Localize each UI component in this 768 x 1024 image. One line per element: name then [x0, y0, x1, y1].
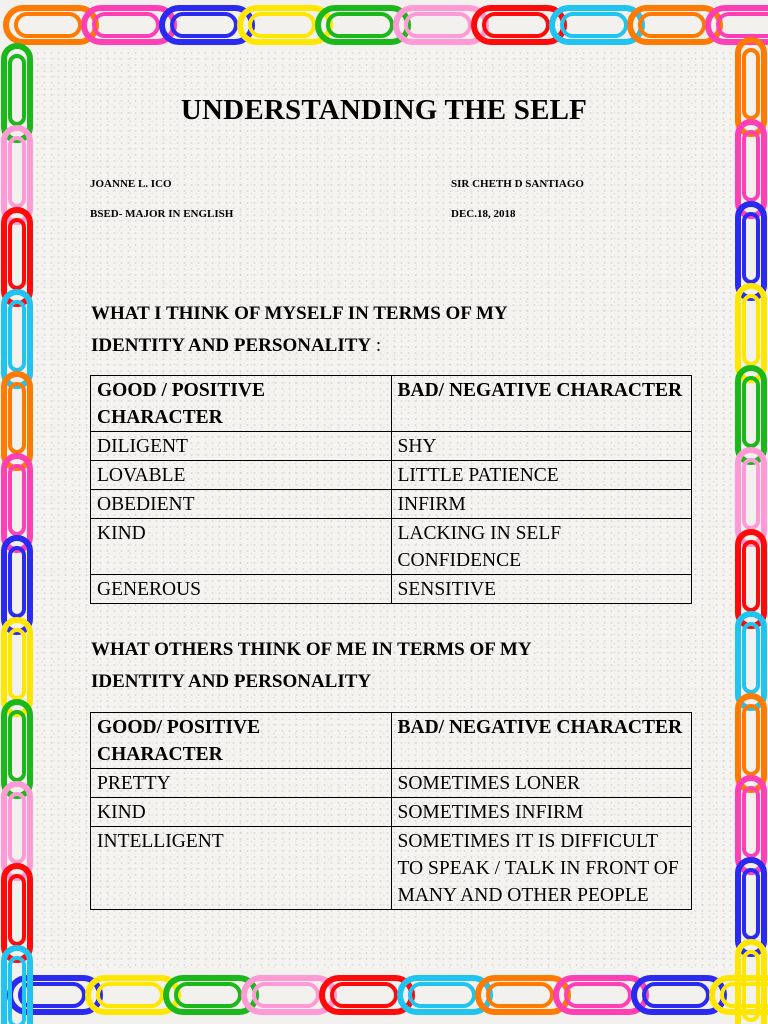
- section1-heading-tail: :: [371, 335, 382, 356]
- table-row: [91, 519, 692, 575]
- table-row: [91, 490, 692, 519]
- section1-heading: [91, 298, 711, 362]
- section2-heading-line2: IDENTITY AND PERSONALITY: [91, 671, 372, 692]
- column-header-good: GOOD/ POSITIVE CHARACTER: [91, 713, 392, 769]
- bad-trait-cell: SHY: [391, 432, 692, 461]
- student-course: BSED- MAJOR IN ENGLISH: [90, 208, 234, 220]
- good-trait-cell: KIND: [91, 798, 392, 827]
- document-title: UNDERSTANDING THE SELF: [180, 94, 588, 126]
- column-header-good: GOOD / POSITIVE CHARACTER: [91, 376, 392, 432]
- good-trait-cell: INTELLIGENT: [91, 827, 392, 910]
- good-trait-cell: OBEDIENT: [91, 490, 392, 519]
- bad-trait-cell: LITTLE PATIENCE: [391, 461, 692, 490]
- section1-heading-line1: WHAT I THINK OF MYSELF IN TERMS OF MY: [91, 303, 508, 324]
- teacher-name: SIR CHETH D SANTIAGO: [451, 178, 584, 190]
- table-row: [91, 575, 692, 604]
- column-header-bad: BAD/ NEGATIVE CHARACTER: [391, 376, 692, 432]
- table-row: [91, 769, 692, 798]
- section2-heading: [91, 634, 711, 698]
- table-row: [91, 827, 692, 910]
- section1-heading-line2: IDENTITY AND PERSONALITY: [91, 335, 372, 356]
- table-header-row: [91, 376, 692, 432]
- bad-trait-cell: SOMETIMES INFIRM: [391, 798, 692, 827]
- paperclip-icon: [708, 8, 768, 42]
- column-header-bad: BAD/ NEGATIVE CHARACTER: [391, 713, 692, 769]
- good-trait-cell: LOVABLE: [91, 461, 392, 490]
- good-trait-cell: GENEROUS: [91, 575, 392, 604]
- table-row: [91, 798, 692, 827]
- document-date: DEC.18, 2018: [451, 208, 516, 220]
- table-row: [91, 461, 692, 490]
- bad-trait-cell: INFIRM: [391, 490, 692, 519]
- bad-trait-cell: SENSITIVE: [391, 575, 692, 604]
- bad-trait-cell: SOMETIMES LONER: [391, 769, 692, 798]
- table-row: [91, 432, 692, 461]
- bad-trait-cell: SOMETIMES IT IS DIFFICULT TO SPEAK / TALK IN FRONT OF MANY AND OTHER PEOPLE: [391, 827, 692, 910]
- self-perception-table: [90, 375, 692, 604]
- bad-trait-cell: LACKING IN SELF CONFIDENCE: [391, 519, 692, 575]
- table-header-row: [91, 713, 692, 769]
- good-trait-cell: KIND: [91, 519, 392, 575]
- good-trait-cell: DILIGENT: [91, 432, 392, 461]
- good-trait-cell: PRETTY: [91, 769, 392, 798]
- student-name: JOANNE L. ICO: [90, 178, 172, 190]
- others-perception-table: [90, 712, 692, 910]
- section2-heading-line1: WHAT OTHERS THINK OF ME IN TERMS OF MY: [91, 639, 532, 660]
